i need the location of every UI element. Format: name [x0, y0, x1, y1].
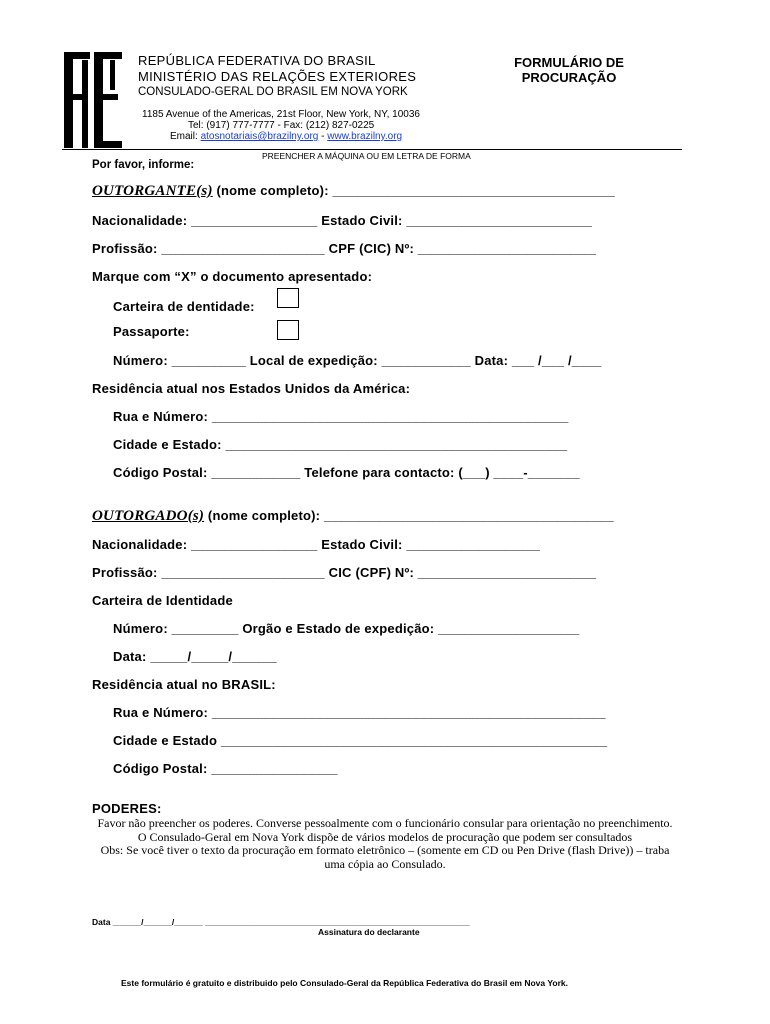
poderes-text-1: Favor não preencher os poderes. Converse pessoalmente com o funcionário consular para orientação no preenchimento.	[97, 816, 673, 830]
header-consulate: CONSULADO-GERAL DO BRASIL EM NOVA YORK	[138, 86, 408, 98]
outorgante-title: OUTORGANTE(s)	[92, 183, 213, 199]
outorgante-name-field[interactable]: (nome completo): ______________________________________	[212, 183, 615, 198]
email-label: Email:	[170, 131, 201, 142]
please-inform: Por favor, informe:	[92, 159, 195, 171]
poderes-title: PODERES:	[92, 801, 162, 816]
outorgado-profession-row[interactable]: Profissão: ______________________ CIC (CPF) Nº: ________________________	[92, 565, 597, 580]
consulate-logo	[62, 50, 124, 150]
header-divider	[62, 149, 682, 150]
outorgante-name-row	[92, 183, 615, 200]
outorgante-street-row[interactable]: Rua e Número: ________________________________________________	[113, 409, 569, 424]
form-title-line2: PROCURAÇÃO	[521, 70, 617, 85]
outorgado-city-row[interactable]: Cidade e Estado ____________________________________________________	[113, 733, 608, 748]
outorgado-name-field[interactable]: (nome completo): _______________________________________	[204, 508, 614, 523]
header-email-line	[170, 131, 402, 142]
email-link[interactable]: atosnotariais@brazilny.org	[200, 131, 319, 142]
form-title	[508, 55, 630, 85]
outorgado-document-number-row[interactable]: Número: _________ Orgão e Estado de expedição: ___________________	[113, 621, 580, 636]
header-address: 1185 Avenue of the Americas, 21st Floor, New York, NY, 10036	[142, 109, 420, 120]
document-question: Marque com “X” o documento apresentado:	[92, 269, 373, 284]
outorgado-id-title: Carteira de Identidade	[92, 593, 233, 608]
outorgado-name-row	[92, 508, 614, 525]
poderes-instructions	[92, 817, 678, 871]
signature-date-line[interactable]: Data ______/______/______ ________________________________________________________	[92, 917, 470, 927]
header-phone: Tel: (917) 777-7777 - Fax: (212) 827-0225	[188, 120, 375, 131]
id-card-checkbox[interactable]	[277, 288, 299, 308]
outorgado-nationality-row[interactable]: Nacionalidade: _________________ Estado Civil: __________________	[92, 537, 541, 552]
outorgante-postal-row[interactable]: Código Postal: ____________ Telefone para contacto: (___) ____-_______	[113, 465, 580, 480]
email-separator: -	[318, 131, 328, 142]
header-ministry: MINISTÉRIO DAS RELAÇÕES EXTERIORES	[138, 69, 417, 84]
outorgado-postal-row[interactable]: Código Postal: _________________	[113, 761, 338, 776]
outorgado-date-row[interactable]: Data: _____/_____/______	[113, 649, 277, 664]
outorgado-residence-title: Residência atual no BRASIL:	[92, 677, 276, 692]
outorgante-profession-row[interactable]: Profissão: ______________________ CPF (CIC) Nº: ________________________	[92, 241, 597, 256]
poderes-text-3: Obs: Se você tiver o texto da procuração em formato eletrônico – (somente em CD ou Pen Drive (flash Drive)) – traba uma cópia ao Consulado.	[100, 843, 670, 871]
footer-note: Este formulário é gratuito e distribuido pelo Consulado-Geral da República Federativa do Brasil em Nova York.	[121, 978, 568, 988]
fill-instruction: PREENCHER A MÁQUINA OU EM LETRA DE FORMA	[262, 151, 471, 161]
outorgante-city-row[interactable]: Cidade e Estado: ______________________________________________	[113, 437, 568, 452]
website-link[interactable]: www.brazilny.org	[327, 131, 403, 142]
poderes-text-2: O Consulado-Geral em Nova York dispõe de vários modelos de procuração que podem ser consultados	[137, 829, 633, 844]
outorgado-title: OUTORGADO(s)	[92, 508, 205, 524]
outorgante-document-number-row[interactable]: Número: __________ Local de expedição: ____________ Data: ___ /___ /____	[113, 353, 602, 368]
passport-label: Passaporte:	[113, 324, 190, 339]
form-title-line1: FORMULÁRIO DE	[514, 55, 624, 70]
id-card-label: Carteira de dentidade:	[113, 299, 255, 314]
signature-label: Assinatura do declarante	[318, 927, 420, 937]
passport-checkbox[interactable]	[277, 320, 299, 340]
outorgante-residence-title: Residência atual nos Estados Unidos da América:	[92, 381, 411, 396]
outorgante-nationality-row[interactable]: Nacionalidade: _________________ Estado Civil: _________________________	[92, 213, 593, 228]
outorgado-street-row[interactable]: Rua e Número: _____________________________________________________	[113, 705, 606, 720]
header-republic: REPÚBLICA FEDERATIVA DO BRASIL	[138, 53, 376, 68]
